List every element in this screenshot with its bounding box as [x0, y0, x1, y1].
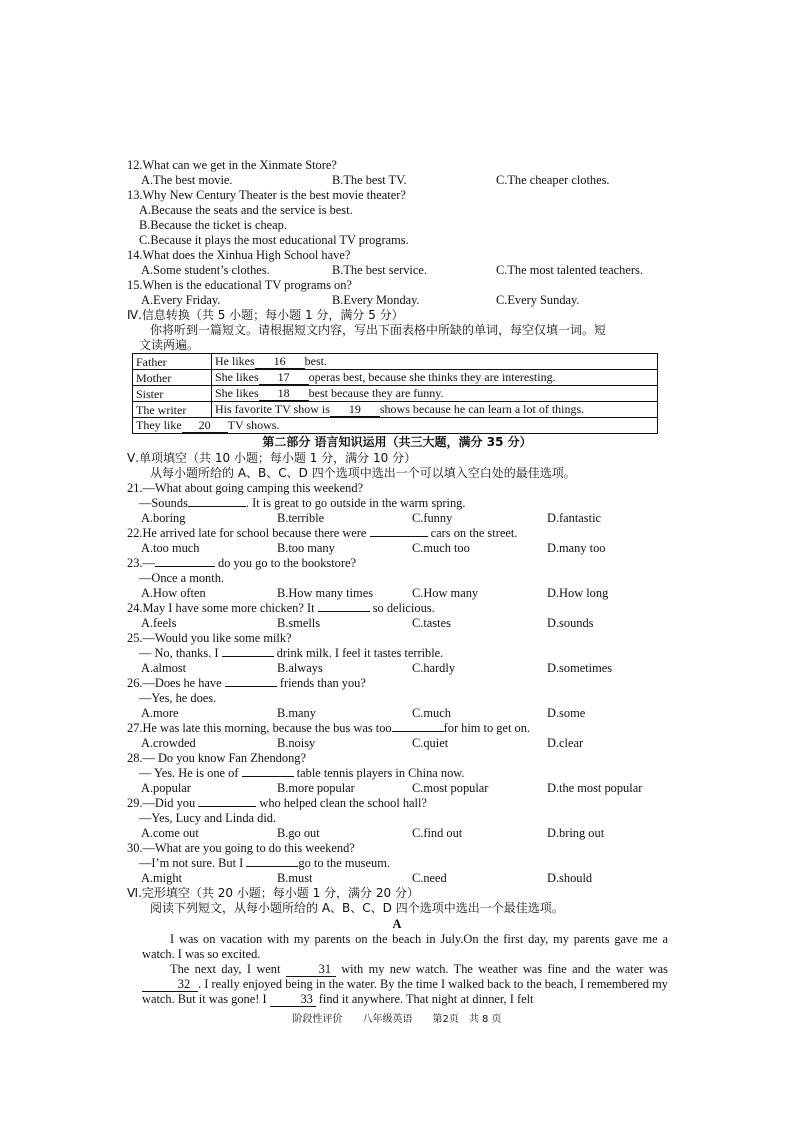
option-a: A.How often: [141, 586, 206, 600]
table-row: [133, 402, 658, 418]
option-a: A.Every Friday.: [141, 293, 221, 307]
option-d: D.How long: [547, 586, 609, 600]
part-2-heading: 第二部分 语言知识运用（共三大题，满分 35 分）: [262, 435, 532, 449]
option-b: B.too many: [277, 541, 335, 555]
question-29-options: [0, 826, 794, 841]
blank-16[interactable]: 16: [255, 355, 305, 369]
section-4-instruction-cont: 文读两遍。: [139, 338, 200, 352]
question-30-stem: 30.—What are you going to do this weekend?: [127, 841, 355, 855]
option-a: A.too much: [141, 541, 200, 555]
table-row: [133, 418, 658, 434]
question-27-stem: 27.He was late this morning, because the bus was too for him to get on.: [127, 721, 531, 735]
option-b: B.smells: [277, 616, 321, 630]
option-a: A.boring: [141, 511, 186, 525]
question-25-stem: 25.—Would you like some milk?: [127, 631, 292, 645]
question-29-reply: —Yes, Lucy and Linda did.: [139, 811, 277, 825]
question-27-options: [0, 736, 794, 751]
row-key: Mother: [133, 370, 212, 386]
question-21-reply: —Sounds . It is great to go outside in the warm spring.: [139, 496, 466, 510]
question-15-options: [0, 293, 794, 308]
option-d: D.bring out: [547, 826, 605, 840]
question-22-options: [0, 541, 794, 556]
answer-blank[interactable]: [318, 611, 370, 612]
answer-blank[interactable]: [242, 776, 294, 777]
blank-18[interactable]: 18: [259, 387, 309, 401]
question-30-options: [0, 871, 794, 886]
question-22-stem: 22.He arrived late for school because there were cars on the street.: [127, 526, 518, 540]
row-key: Sister: [133, 386, 212, 402]
option-d: D.should: [547, 871, 593, 885]
section-5-title: Ⅴ.单项填空（共 10 小题；每小题 1 分，满分 10 分）: [127, 451, 417, 465]
option-a: A.almost: [141, 661, 187, 675]
answer-blank[interactable]: [370, 536, 428, 537]
section-4-instruction: 你将听到一篇短文。请根据短文内容，写出下面表格中所缺的单词，每空仅填一词。短: [150, 323, 607, 337]
question-14-stem: 14.What does the Xinhua High School have?: [127, 248, 351, 262]
table-row: [133, 386, 658, 402]
row-key: The writer: [133, 402, 212, 418]
blank-17[interactable]: 17: [259, 371, 309, 385]
question-21-stem: 21.—What about going camping this weekend?: [127, 481, 364, 495]
question-13-stem: 13.Why New Century Theater is the best movie theater?: [127, 188, 406, 202]
question-25-reply: — No, thanks. I drink milk. I feel it tastes terrible.: [139, 646, 444, 660]
answer-blank[interactable]: [246, 866, 298, 867]
question-24-stem: 24.May I have some more chicken? It so delicious.: [127, 601, 435, 615]
question-28-options: [0, 781, 794, 796]
section-4-title: Ⅳ.信息转换（共 5 小题；每小题 1 分，满分 5 分）: [127, 308, 404, 322]
option-b: B.always: [277, 661, 323, 675]
question-12-stem: 12.What can we get in the Xinmate Store?: [127, 158, 337, 172]
option-c: C.need: [412, 871, 447, 885]
row-value: She likes 17 operas best, because she thinks they are interesting.: [212, 370, 658, 386]
option-d: D.the most popular: [547, 781, 643, 795]
question-30-reply: —I’m not sure. But I go to the museum.: [139, 856, 390, 870]
option-a: A.The best movie.: [141, 173, 233, 187]
option-d: D.sometimes: [547, 661, 613, 675]
option-b: B.must: [277, 871, 313, 885]
option-c: C.The cheaper clothes.: [496, 173, 610, 187]
option-b: B.The best TV.: [332, 173, 407, 187]
page-footer: 阶段性评价 八年级英语 第2页 共 8 页: [292, 1014, 502, 1025]
question-13-option-a: A.Because the seats and the service is best.: [139, 203, 353, 217]
option-a: A.more: [141, 706, 179, 720]
option-a: A.popular: [141, 781, 191, 795]
option-a: A.might: [141, 871, 182, 885]
question-13-option-c: C.Because it plays the most educational TV programs.: [139, 233, 409, 247]
answer-blank[interactable]: [198, 806, 256, 807]
question-28-reply: — Yes. He is one of table tennis players in China now.: [139, 766, 465, 780]
option-c: C.The most talented teachers.: [496, 263, 643, 277]
question-21-options: [0, 511, 794, 526]
blank-20[interactable]: 20: [182, 419, 228, 433]
row-key: Father: [133, 354, 212, 370]
question-24-options: [0, 616, 794, 631]
section-6-instruction: 阅读下列短文，从每小题所给的 A、B、C、D 四个选项中选出一个最佳选项。: [150, 901, 564, 915]
option-b: B.How many times: [277, 586, 374, 600]
option-c: C.tastes: [412, 616, 451, 630]
blank-19[interactable]: 19: [330, 403, 380, 417]
option-c: C.find out: [412, 826, 463, 840]
passage-paragraph-2: The next day, I went 31 with my new watch. The weather was fine and the water was32 . I really enjoyed being in the water. By the time I walked back to the beach, I remembered my watch. But it was gone! I 33 find it anywhere. That night at dinner, I felt: [142, 962, 668, 1006]
option-a: A.come out: [141, 826, 199, 840]
question-23-options: [0, 586, 794, 601]
exam-content: [0, 158, 794, 1007]
option-d: D.clear: [547, 736, 584, 750]
question-13-option-b: B.Because the ticket is cheap.: [139, 218, 287, 232]
question-14-options: [0, 263, 794, 278]
question-26-reply: —Yes, he does.: [139, 691, 217, 705]
option-d: D.some: [547, 706, 586, 720]
option-c: C.much too: [412, 541, 470, 555]
table-row: [133, 354, 658, 370]
blank-33[interactable]: 33: [270, 993, 316, 1007]
passage-letter: A: [392, 917, 402, 931]
option-b: B.many: [277, 706, 316, 720]
option-c: C.much: [412, 706, 451, 720]
row-value: He likes 16 best.: [212, 354, 658, 370]
question-15-stem: 15.When is the educational TV programs on?: [127, 278, 352, 292]
answer-blank[interactable]: [222, 656, 274, 657]
option-c: C.funny: [412, 511, 453, 525]
row-value: His favorite TV show is 19 shows because he can learn a lot of things.: [212, 402, 658, 418]
option-a: A.feels: [141, 616, 177, 630]
option-c: C.Every Sunday.: [496, 293, 580, 307]
question-28-stem: 28.— Do you know Fan Zhendong?: [127, 751, 306, 765]
question-25-options: [0, 661, 794, 676]
passage-paragraph-1: I was on vacation with my parents on the beach in July.On the first day, my parents gave me a watch. I was so excited.: [142, 932, 668, 961]
option-a: A.crowded: [141, 736, 196, 750]
option-c: C.quiet: [412, 736, 449, 750]
question-23-stem: 23.— do you go to the bookstore?: [127, 556, 356, 570]
option-b: B.terrible: [277, 511, 325, 525]
question-29-stem: 29.—Did you who helped clean the school hall?: [127, 796, 427, 810]
question-12-options: [0, 173, 794, 188]
question-23-reply: —Once a month.: [139, 571, 224, 585]
table-row: [133, 370, 658, 386]
option-a: A.Some student’s clothes.: [141, 263, 270, 277]
blank-31[interactable]: 31: [286, 963, 336, 977]
question-26-options: [0, 706, 794, 721]
info-table: [132, 353, 658, 434]
option-c: C.How many: [412, 586, 479, 600]
option-b: B.more popular: [277, 781, 355, 795]
row-value: She likes 18 best because they are funny.: [212, 386, 658, 402]
section-6-title: Ⅵ.完形填空（共 20 小题；每小题 1 分，满分 20 分）: [127, 886, 419, 900]
option-d: D.fantastic: [547, 511, 602, 525]
option-b: B.The best service.: [332, 263, 427, 277]
answer-blank[interactable]: [188, 506, 246, 507]
answer-blank[interactable]: [155, 566, 215, 567]
option-b: B.noisy: [277, 736, 316, 750]
option-b: B.go out: [277, 826, 320, 840]
option-c: C.most popular: [412, 781, 489, 795]
answer-blank[interactable]: [392, 731, 444, 732]
option-d: D.many too: [547, 541, 606, 555]
blank-32[interactable]: 32: [142, 978, 198, 992]
option-d: D.sounds: [547, 616, 594, 630]
answer-blank[interactable]: [225, 686, 277, 687]
question-26-stem: 26.—Does he have friends than you?: [127, 676, 366, 690]
row-value: They like 20 TV shows.: [133, 418, 658, 434]
option-c: C.hardly: [412, 661, 456, 675]
section-5-instruction: 从每小题所给的 A、B、C、D 四个选项中选出一个可以填入空白处的最佳选项。: [150, 466, 576, 480]
option-b: B.Every Monday.: [332, 293, 420, 307]
